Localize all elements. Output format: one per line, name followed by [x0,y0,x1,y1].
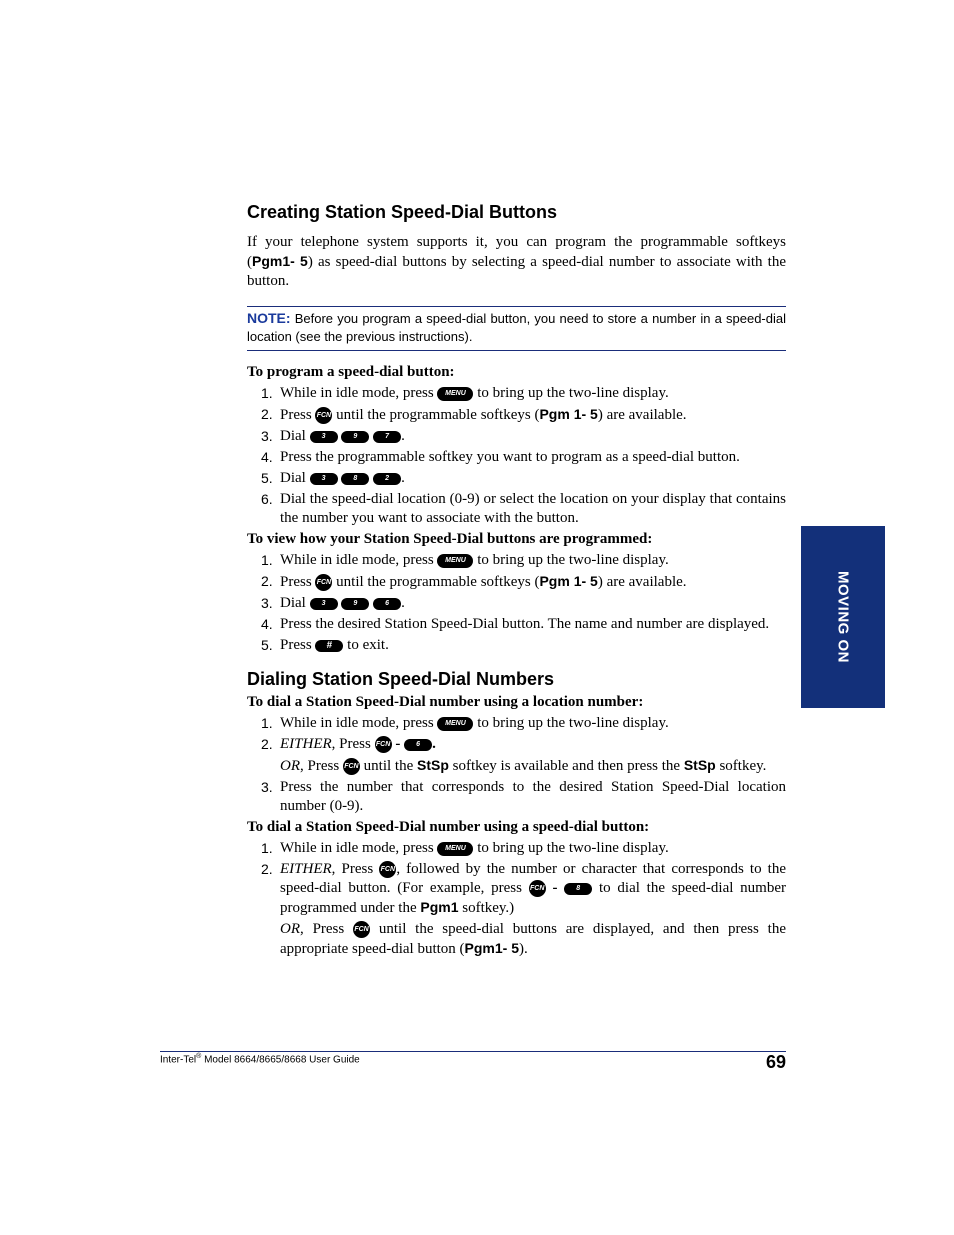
note-label: NOTE: [247,310,291,326]
fcn-key-icon: FCN [353,921,370,938]
procedure-title: To program a speed-dial button: [247,364,455,380]
step: 4. Press the programmable softkey you want to program as a speed-dial button. [261,449,740,465]
digit-key-icon: 3 [310,598,338,610]
step: 1. While in idle mode, press MENU to bring up the two-line display. [261,385,669,401]
step: 1. While in idle mode, press MENU to bring up the two-line display. [261,840,669,856]
step: 1. While in idle mode, press MENU to bring up the two-line display. [261,552,669,568]
digit-key-icon: 2 [373,473,401,485]
step: 3. Press the number that corresponds to the desired Station Speed-Dial location number (0-9). [261,779,786,814]
menu-key-icon: MENU [437,717,473,731]
procedure-title: To dial a Station Speed-Dial number using a speed-dial button: [247,819,650,835]
section-heading-creating: Creating Station Speed-Dial Buttons [247,202,558,222]
step: 2. EITHER, Press FCN, followed by the number or character that corresponds to the speed-dial button. (For example, press FCN - 8 to dial the speed-dial number programmed under the Pgm1 softkey.) OR, Press FCN until the speed-dial buttons are displayed, and then press the appropriate speed-dial button (Pgm1- 5). [261,861,787,957]
fcn-key-icon: FCN [343,758,360,775]
section-heading-dialing: Dialing Station Speed-Dial Numbers [247,669,555,689]
step: 5. Dial 3 8 2 . [261,470,405,486]
digit-key-icon: 3 [310,473,338,485]
step: 1. While in idle mode, press MENU to bring up the two-line display. [261,715,669,731]
procedure-steps [247,714,786,816]
procedure-title: To view how your Station Speed-Dial buttons are programmed: [247,531,653,547]
side-tab [801,526,885,708]
menu-key-icon: MENU [437,387,473,401]
procedure-title: To dial a Station Speed-Dial number using a location number: [247,694,644,710]
digit-key-icon: 9 [341,598,369,610]
digit-key-icon: 7 [373,431,401,443]
footer-title: Inter-Tel® Model 8664/8665/8668 User Guide [160,1053,360,1066]
digit-key-icon: 3 [310,431,338,443]
fcn-key-icon: FCN [375,736,392,753]
step: 2. EITHER, Press FCN - 6 . OR, Press FCN until the StSp softkey is available and then press the StSp softkey. [261,736,767,774]
fcn-key-icon: FCN [529,880,546,897]
step: 2. Press FCN until the programmable softkeys (Pgm 1- 5) are available. [261,406,687,423]
page-content [247,200,786,959]
fcn-key-icon: FCN [315,407,332,424]
digit-key-icon: 6 [373,598,401,610]
page-number: 69 [765,1052,786,1072]
step: 4. Press the desired Station Speed-Dial button. The name and number are displayed. [261,616,770,632]
step: 6. Dial the speed-dial location (0-9) or select the location on your display that contains the number you want to associate with the button. [261,491,786,526]
digit-key-icon: 6 [404,739,432,751]
digit-key-icon: 8 [341,473,369,485]
procedure-steps [247,384,786,528]
pound-key-icon: # [315,640,343,652]
step: 3. Dial 3 9 6 . [261,595,405,611]
procedure-steps [247,551,786,655]
note-box: NOTE: Before you program a speed-dial button, you need to store a number in a speed-dial location (see the previous instructions). [247,306,786,351]
digit-key-icon: 9 [341,431,369,443]
digit-key-icon: 8 [564,883,592,895]
fcn-key-icon: FCN [315,574,332,591]
menu-key-icon: MENU [437,554,473,568]
side-tab-label: MOVING ON [834,570,852,664]
menu-key-icon: MENU [437,842,473,856]
procedure-steps [247,839,786,959]
fcn-key-icon: FCN [379,861,396,878]
step: 3. Dial 3 9 7 . [261,428,405,444]
step: 5. Press # to exit. [261,637,389,653]
step: 2. Press FCN until the programmable softkeys (Pgm 1- 5) are available. [261,573,687,590]
intro-paragraph: If your telephone system supports it, you can program the programmable softkeys (Pgm1- 5) as speed-dial buttons by selecting a speed-dial number to associate with the button. [247,234,786,289]
footer-rule [160,1051,786,1052]
